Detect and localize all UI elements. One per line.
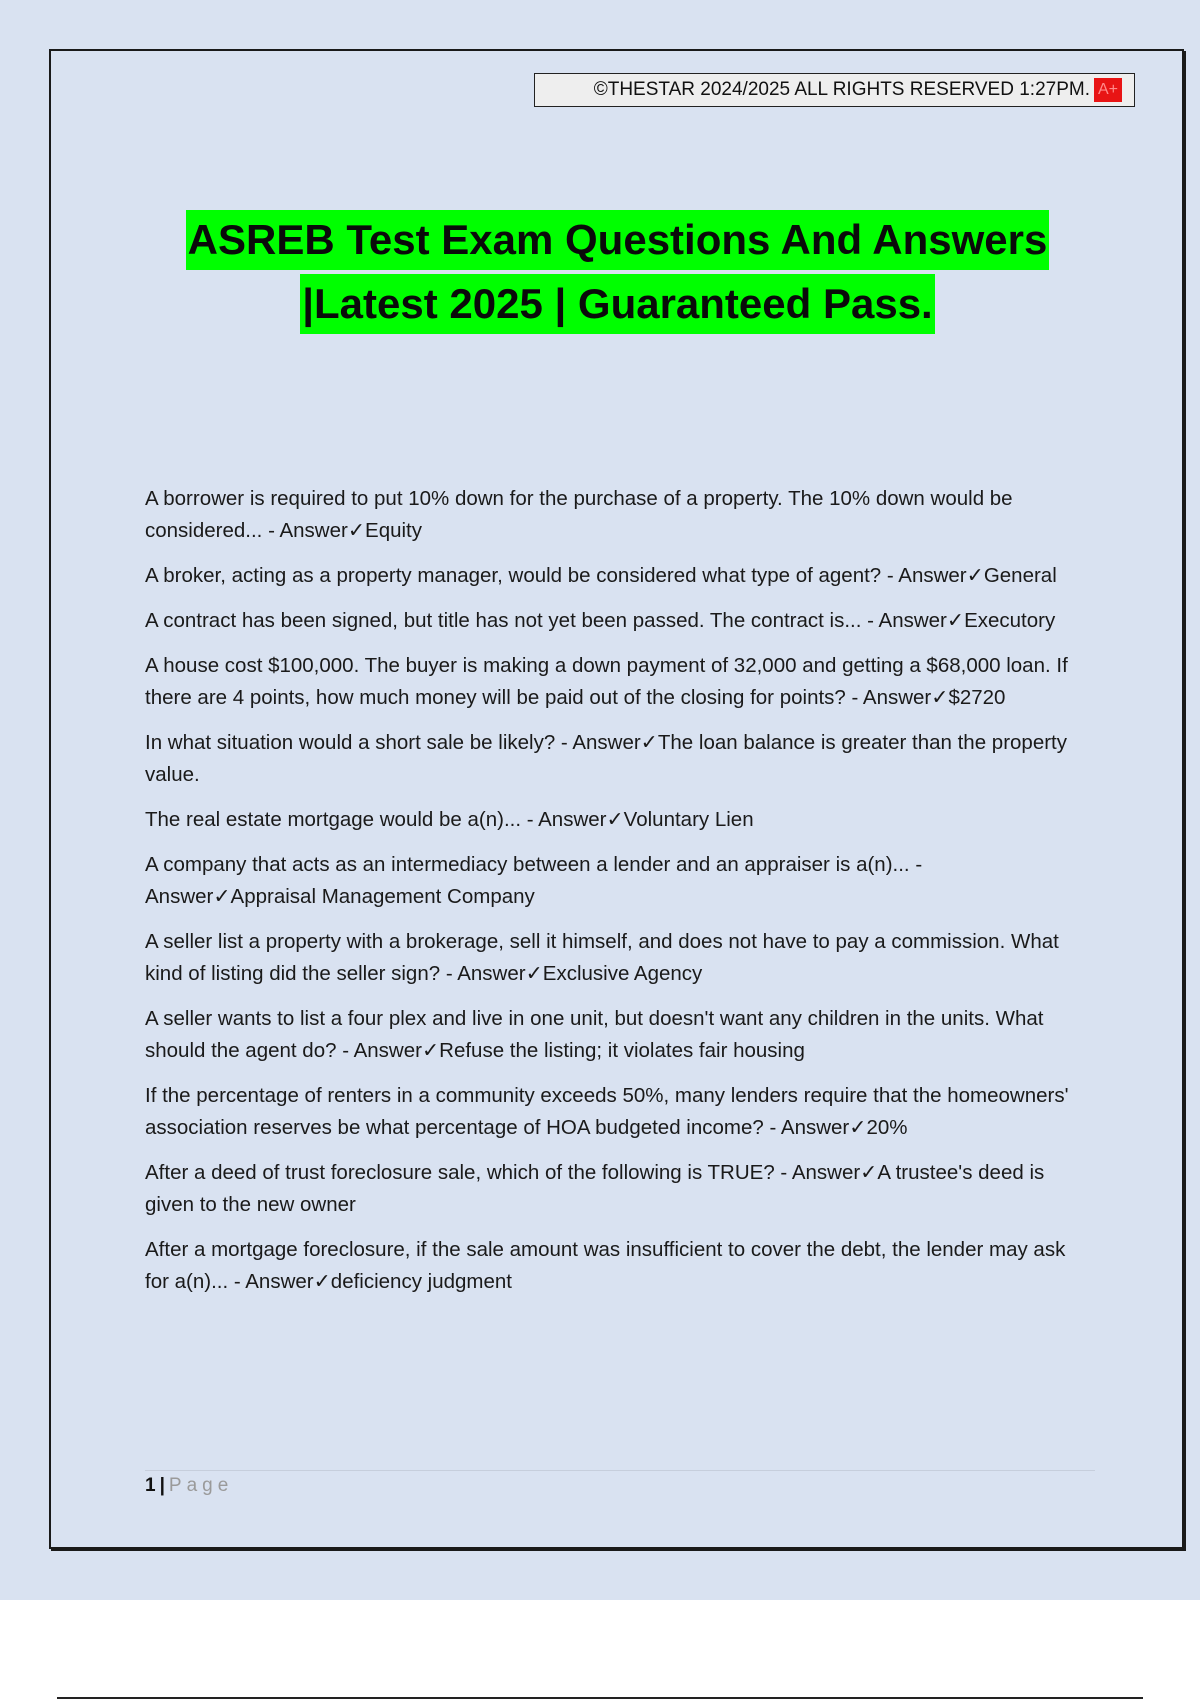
page-label: Page [168,1475,234,1496]
question-text: In what situation would a short sale be likely? - [145,731,573,754]
qa-item [145,1080,1090,1144]
page-number: 1 [145,1475,156,1496]
qa-item [145,605,1090,637]
question-text: After a mortgage foreclosure, if the sale amount was insufficient to cover the debt, the lender may ask for a(n)... - [145,1238,1066,1293]
qa-item [145,1157,1090,1221]
copyright-text: ©THESTAR 2024/2025 ALL RIGHTS RESERVED 1:27PM. [593,79,1090,100]
answer-text: Exclusive Agency [542,962,703,985]
question-text: A house cost $100,000. The buyer is making a down payment of 32,000 and getting a $68,000 loan. If there are 4 points, how much money will be paid out of the closing for points? - [145,654,1068,709]
answer-text: Appraisal Management Company [230,885,535,908]
qa-item [145,1234,1090,1298]
qa-item [145,650,1090,714]
answer-text: 20% [866,1116,908,1139]
qa-item [145,1003,1090,1067]
question-text: After a deed of trust foreclosure sale, which of the following is TRUE? - [145,1161,792,1184]
qa-item [145,849,1090,913]
answer-marker: Answer✓ [791,1161,878,1184]
qa-item [145,926,1090,990]
answer-text: Equity [365,519,422,542]
answer-marker: Answer✓ [572,731,658,754]
question-text: A seller wants to list a four plex and live in one unit, but doesn't want any children in the units. What should the agent do? - [145,1007,1044,1062]
question-text: A borrower is required to put 10% down for the purchase of a property. The 10% down would be considered... - [145,487,1013,542]
answer-text: deficiency judgment [330,1270,512,1293]
question-text: A company that acts as an intermediacy between a lender and an appraiser is a(n)... - [145,853,923,876]
grade-badge: A+ [1094,78,1122,102]
answer-marker: Answer✓ [862,686,949,709]
question-text: A broker, acting as a property manager, would be considered what type of agent? - [145,564,899,587]
page-footer [145,1475,233,1497]
footer-divider [145,1470,1095,1471]
answer-marker: Answer✓ [780,1116,867,1139]
answer-text: Voluntary Lien [623,808,754,831]
title-line-1: ASREB Test Exam Questions And Answers [186,210,1050,270]
answer-text: A trustee's deed is given to the new owner [145,1161,1045,1216]
qa-item [145,483,1090,547]
question-text: A seller list a property with a brokerage, sell it himself, and does not have to pay a commission. What kind of listing did the seller sign? - [145,930,1059,985]
answer-marker: Answer✓ [878,609,965,632]
copyright-box [534,73,1135,107]
qa-item [145,804,1090,836]
qa-item [145,727,1090,791]
answer-text: The loan balance is greater than the property value. [145,731,1067,786]
page-separator: | [159,1475,165,1496]
answer-text: Executory [964,609,1056,632]
answer-text: Refuse the listing; it violates fair housing [439,1039,805,1062]
qa-item [145,560,1090,592]
question-text: The real estate mortgage would be a(n)... - [145,808,539,831]
document-title [0,210,1200,334]
answer-marker: Answer✓ [353,1039,440,1062]
answer-marker: Answer✓ [538,808,624,831]
answer-marker: Answer✓ [145,885,231,908]
question-text: If the percentage of renters in a community exceeds 50%, many lenders require that the homeowners' association reserves be what percentage of HOA budgeted income? - [145,1084,1069,1139]
answer-text: General [983,564,1057,587]
bottom-divider [57,1697,1143,1699]
answer-marker: Answer✓ [457,962,543,985]
answer-marker: Answer✓ [245,1270,331,1293]
answer-text: $2720 [948,686,1006,709]
answer-marker: Answer✓ [898,564,984,587]
answer-marker: Answer✓ [279,519,366,542]
question-text: A contract has been signed, but title has not yet been passed. The contract is... - [145,609,879,632]
title-line-2: |Latest 2025 | Guaranteed Pass. [300,274,934,334]
qa-list [145,483,1090,1311]
